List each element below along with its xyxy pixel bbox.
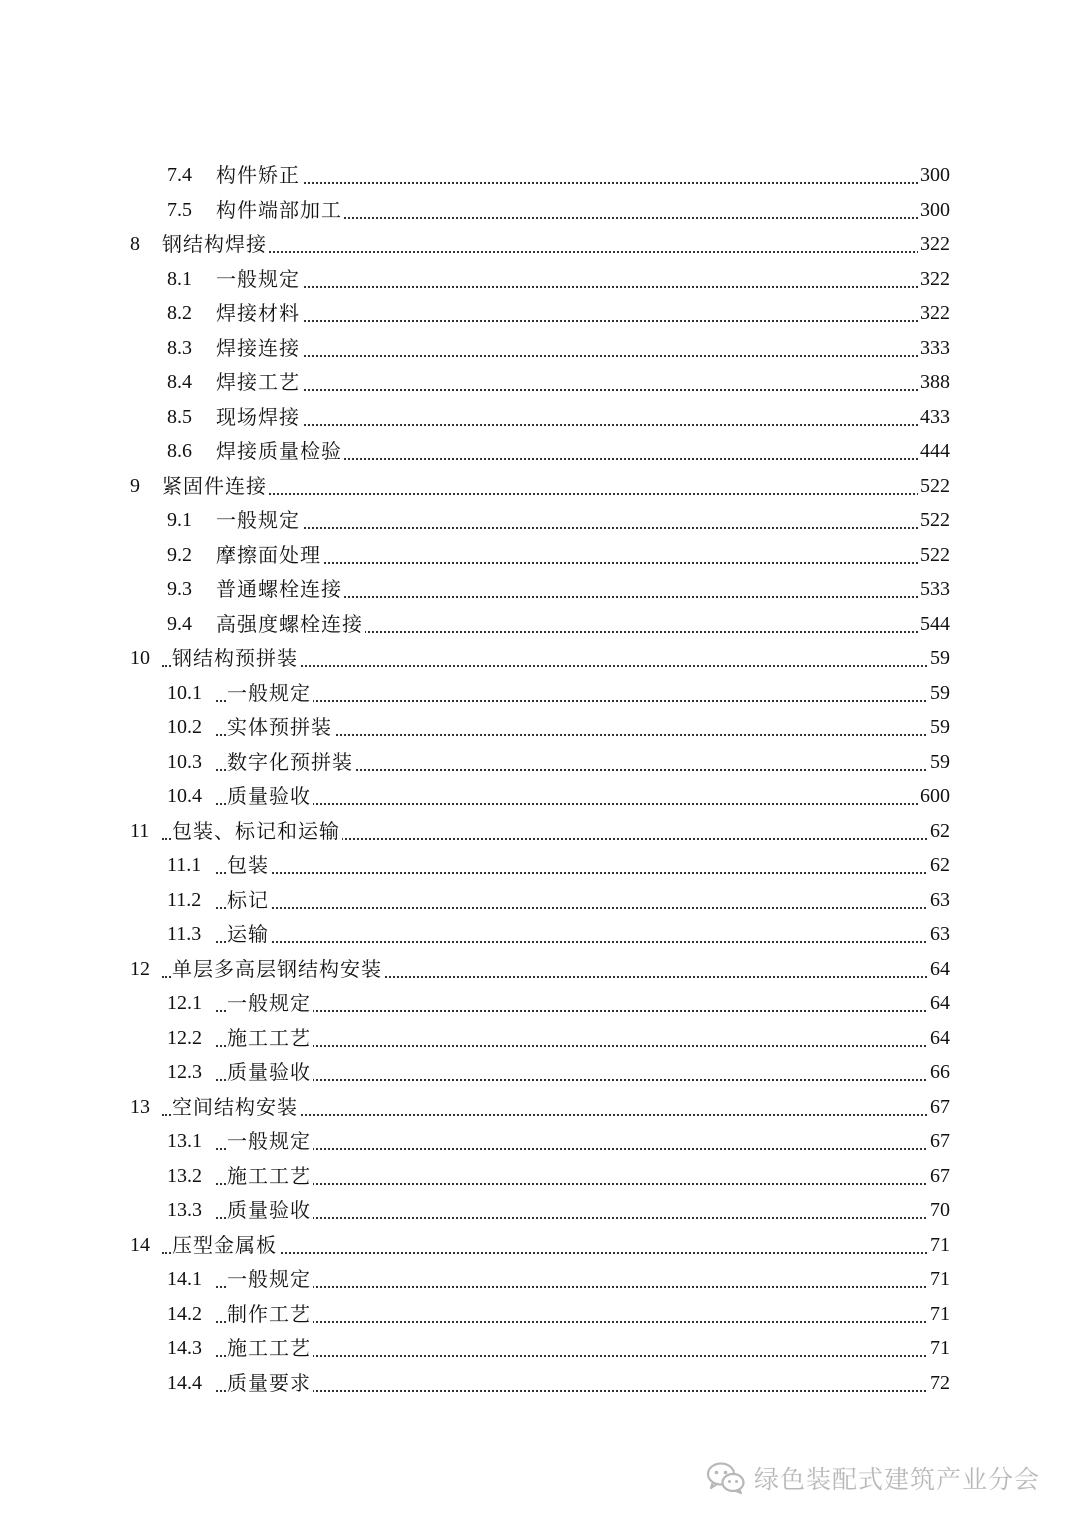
toc-page-number: 67: [930, 1095, 950, 1118]
toc-section-row: [0, 986, 1080, 1021]
toc-page-number: 71: [930, 1337, 950, 1360]
toc-number: 9.4: [167, 612, 192, 635]
toc-title: 施工工艺: [227, 1336, 311, 1361]
toc-title: 一般规定: [216, 266, 300, 291]
toc-page-number: 322: [920, 233, 950, 256]
toc-section-row: [0, 296, 1080, 331]
toc-title: 焊接材料: [216, 301, 300, 326]
toc-page-number: 533: [920, 578, 950, 601]
toc-section-row: [0, 1262, 1080, 1297]
toc-page-number: 444: [920, 440, 950, 463]
toc-title: 一般规定: [227, 991, 311, 1016]
toc-dot-leader: [216, 872, 950, 874]
toc-section-row: [0, 917, 1080, 952]
toc-title: 钢结构焊接: [162, 232, 267, 257]
toc-page-number: 63: [930, 923, 950, 946]
toc-page-number: 67: [930, 1164, 950, 1187]
toc-title: 空间结构安装: [172, 1094, 298, 1119]
toc-title: 质量验收: [227, 1060, 311, 1085]
toc-number: 12.1: [167, 992, 202, 1015]
toc-section-row: [0, 572, 1080, 607]
toc-number: 8.2: [167, 302, 192, 325]
toc-number: 9.1: [167, 509, 192, 532]
toc-title: 质量要求: [227, 1370, 311, 1395]
toc-title: 包装: [227, 853, 269, 878]
toc-dot-leader: [216, 389, 950, 391]
toc-chapter-row: [0, 1228, 1080, 1263]
toc-title: 包装、标记和运输: [172, 818, 340, 843]
toc-page-number: 522: [920, 474, 950, 497]
toc-title: 标记: [227, 887, 269, 912]
toc-number: 13.3: [167, 1199, 202, 1222]
toc-page-number: 59: [930, 647, 950, 670]
toc-page-number: 71: [930, 1302, 950, 1325]
toc-section-row: [0, 193, 1080, 228]
toc-page-number: 59: [930, 681, 950, 704]
toc-dot-leader: [216, 700, 950, 702]
toc-title: 高强度螺栓连接: [216, 611, 363, 636]
toc-page-number: 59: [930, 750, 950, 773]
toc-number: 13.2: [167, 1164, 202, 1187]
toc-number: 8.6: [167, 440, 192, 463]
toc-page-number: 544: [920, 612, 950, 635]
toc-title: 一般规定: [216, 508, 300, 533]
toc-page-number: 70: [930, 1199, 950, 1222]
toc-title: 施工工艺: [227, 1163, 311, 1188]
table-of-contents: [0, 158, 1080, 1400]
toc-title: 现场焊接: [216, 404, 300, 429]
toc-title: 紧固件连接: [162, 473, 267, 498]
toc-title: 焊接质量检验: [216, 439, 342, 464]
toc-page-number: 71: [930, 1268, 950, 1291]
toc-number: 13.1: [167, 1130, 202, 1153]
toc-page-number: 72: [930, 1371, 950, 1394]
toc-section-row: [0, 676, 1080, 711]
toc-dot-leader: [216, 1286, 950, 1288]
toc-number: 7.4: [167, 164, 192, 187]
toc-section-row: [0, 1331, 1080, 1366]
toc-section-row: [0, 503, 1080, 538]
toc-dot-leader: [216, 1321, 950, 1323]
toc-dot-leader: [216, 1183, 950, 1185]
toc-page-number: 62: [930, 819, 950, 842]
toc-dot-leader: [162, 251, 950, 253]
toc-page-number: 66: [930, 1061, 950, 1084]
toc-dot-leader: [216, 320, 950, 322]
toc-number: 14.2: [167, 1302, 202, 1325]
toc-section-row: [0, 262, 1080, 297]
toc-dot-leader: [216, 1045, 950, 1047]
toc-number: 11.3: [167, 923, 202, 946]
toc-page-number: 433: [920, 405, 950, 428]
toc-title: 构件矫正: [216, 163, 300, 188]
toc-section-row: [0, 1124, 1080, 1159]
toc-page-number: 388: [920, 371, 950, 394]
toc-title: 压型金属板: [172, 1232, 277, 1257]
toc-title: 实体预拼装: [227, 715, 332, 740]
toc-section-row: [0, 883, 1080, 918]
toc-number: 10.4: [167, 785, 202, 808]
toc-title: 构件端部加工: [216, 197, 342, 222]
toc-chapter-row: [0, 469, 1080, 504]
toc-number: 12.2: [167, 1026, 202, 1049]
toc-title: 焊接工艺: [216, 370, 300, 395]
toc-dot-leader: [216, 1079, 950, 1081]
toc-page-number: 322: [920, 267, 950, 290]
toc-chapter-row: [0, 1090, 1080, 1125]
toc-page-number: 71: [930, 1233, 950, 1256]
toc-section-row: [0, 434, 1080, 469]
toc-dot-leader: [216, 1390, 950, 1392]
toc-section-row: [0, 1055, 1080, 1090]
toc-dot-leader: [216, 941, 950, 943]
toc-number: 11: [130, 819, 150, 842]
toc-title: 施工工艺: [227, 1025, 311, 1050]
toc-page-number: 300: [920, 198, 950, 221]
toc-page-number: 522: [920, 509, 950, 532]
toc-chapter-row: [0, 814, 1080, 849]
toc-dot-leader: [216, 527, 950, 529]
toc-title: 一般规定: [227, 1129, 311, 1154]
toc-section-row: [0, 1021, 1080, 1056]
toc-title: 质量验收: [227, 784, 311, 809]
toc-dot-leader: [216, 1355, 950, 1357]
toc-dot-leader: [216, 182, 950, 184]
toc-number: 13: [130, 1095, 150, 1118]
toc-number: 8.3: [167, 336, 192, 359]
toc-number: 12.3: [167, 1061, 202, 1084]
toc-page-number: 64: [930, 992, 950, 1015]
toc-dot-leader: [216, 355, 950, 357]
toc-page-number: 62: [930, 854, 950, 877]
toc-number: 8.4: [167, 371, 192, 394]
toc-page-number: 63: [930, 888, 950, 911]
toc-chapter-row: [0, 952, 1080, 987]
toc-dot-leader: [216, 803, 950, 805]
toc-dot-leader: [216, 1010, 950, 1012]
toc-page-number: 59: [930, 716, 950, 739]
toc-number: 10.1: [167, 681, 202, 704]
toc-page-number: 333: [920, 336, 950, 359]
toc-title: 钢结构预拼装: [172, 646, 298, 671]
toc-section-row: [0, 365, 1080, 400]
toc-section-row: [0, 1159, 1080, 1194]
toc-number: 10.3: [167, 750, 202, 773]
toc-section-row: [0, 607, 1080, 642]
toc-section-row: [0, 779, 1080, 814]
toc-section-row: [0, 710, 1080, 745]
toc-number: 14.3: [167, 1337, 202, 1360]
toc-page-number: 64: [930, 1026, 950, 1049]
toc-section-row: [0, 1193, 1080, 1228]
toc-title: 普通螺栓连接: [216, 577, 342, 602]
toc-number: 9: [130, 474, 140, 497]
toc-chapter-row: [0, 641, 1080, 676]
toc-page-number: 322: [920, 302, 950, 325]
toc-number: 14: [130, 1233, 150, 1256]
toc-dot-leader: [216, 1148, 950, 1150]
toc-title: 焊接连接: [216, 335, 300, 360]
toc-page-number: 600: [920, 785, 950, 808]
toc-number: 14.1: [167, 1268, 202, 1291]
toc-section-row: [0, 331, 1080, 366]
toc-number: 11.1: [167, 854, 202, 877]
toc-section-row: [0, 745, 1080, 780]
toc-title: 制作工艺: [227, 1301, 311, 1326]
toc-title: 一般规定: [227, 680, 311, 705]
toc-chapter-row: [0, 227, 1080, 262]
toc-number: 10: [130, 647, 150, 670]
toc-page-number: 300: [920, 164, 950, 187]
toc-dot-leader: [216, 1217, 950, 1219]
toc-number: 9.3: [167, 578, 192, 601]
toc-number: 11.2: [167, 888, 202, 911]
toc-section-row: [0, 1297, 1080, 1332]
toc-number: 12: [130, 957, 150, 980]
toc-page-number: 522: [920, 543, 950, 566]
toc-title: 摩擦面处理: [216, 542, 321, 567]
toc-dot-leader: [162, 1252, 950, 1254]
toc-section-row: [0, 538, 1080, 573]
toc-dot-leader: [216, 907, 950, 909]
toc-dot-leader: [162, 493, 950, 495]
toc-number: 8: [130, 233, 140, 256]
watermark: [706, 1458, 1040, 1498]
wechat-icon: [706, 1461, 746, 1495]
toc-number: 8.1: [167, 267, 192, 290]
toc-dot-leader: [216, 286, 950, 288]
watermark-text: 绿色装配式建筑产业分会: [754, 1465, 1041, 1494]
toc-title: 单层多高层钢结构安装: [172, 956, 382, 981]
toc-section-row: [0, 1366, 1080, 1401]
toc-number: 7.5: [167, 198, 192, 221]
toc-title: 数字化预拼装: [227, 749, 353, 774]
toc-page-number: 64: [930, 957, 950, 980]
toc-title: 一般规定: [227, 1267, 311, 1292]
toc-number: 14.4: [167, 1371, 202, 1394]
toc-dot-leader: [216, 424, 950, 426]
toc-section-row: [0, 158, 1080, 193]
toc-dot-leader: [216, 562, 950, 564]
toc-title: 运输: [227, 922, 269, 947]
toc-section-row: [0, 400, 1080, 435]
toc-number: 10.2: [167, 716, 202, 739]
toc-number: 9.2: [167, 543, 192, 566]
toc-page-number: 67: [930, 1130, 950, 1153]
toc-title: 质量验收: [227, 1198, 311, 1223]
toc-number: 8.5: [167, 405, 192, 428]
toc-section-row: [0, 848, 1080, 883]
